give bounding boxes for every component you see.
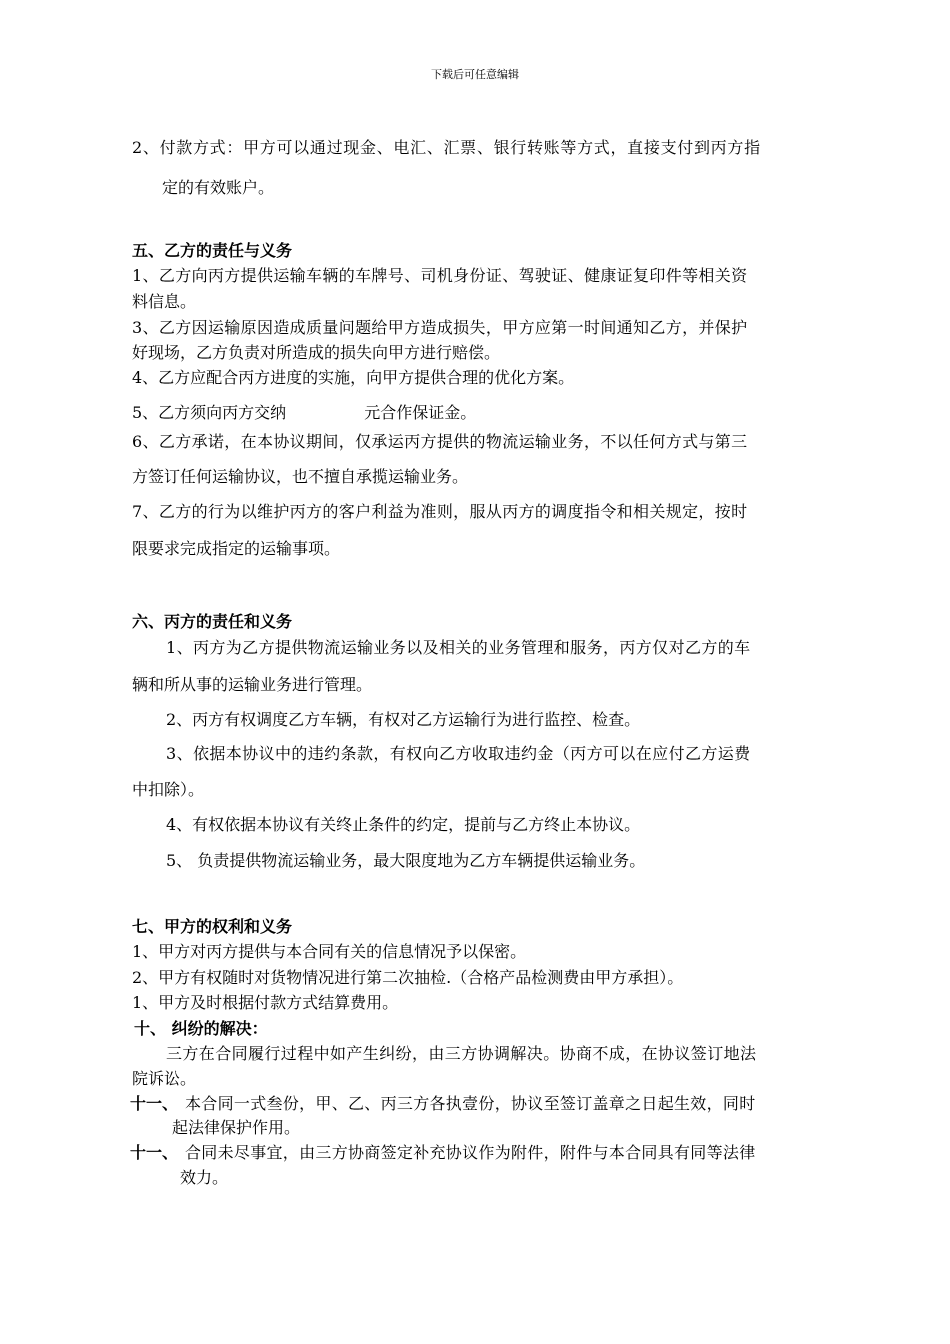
s6-item-5: 5、 负责提供物流运输业务，最大限度地为乙方车辆提供运输业务。	[166, 851, 646, 870]
payment-line-2: 定的有效账户。	[162, 178, 275, 197]
s5-item-1-line-1: 1、乙方向丙方提供运输车辆的车牌号、司机身份证、驾驶证、健康证复印件等相关资	[132, 266, 748, 285]
s6-item-2: 2、丙方有权调度乙方车辆，有权对乙方运输行为进行监控、检查。	[166, 710, 641, 729]
s5-item-5-part-1: 5、乙方须向丙方交纳	[132, 403, 287, 422]
s7-item-1: 1、甲方对丙方提供与本合同有关的信息情况予以保密。	[132, 942, 527, 961]
s6-item-3-line-1: 3、依据本协议中的违约条款，有权向乙方收取违约金（丙方可以在应付乙方运费	[166, 744, 751, 763]
s5-item-3-line-2: 好现场，乙方负责对所造成的损失向甲方进行赔偿。	[132, 343, 501, 362]
s5-item-7-line-1: 7、乙方的行为以维护丙方的客户利益为准则，服从丙方的调度指令和相关规定，按时	[132, 502, 748, 521]
section-10-heading: 十、 纠纷的解决：	[134, 1019, 268, 1038]
page-header: 下载后可任意编辑	[431, 68, 519, 81]
s12-line-1: 合同未尽事宜，由三方协商签定补充协议作为附件，附件与本合同具有同等法律	[185, 1143, 756, 1162]
s6-item-1-line-1: 1、丙方为乙方提供物流运输业务以及相关的业务管理和服务，丙方仅对乙方的车	[166, 638, 751, 657]
s5-item-6-line-2: 方签订任何运输协议，也不擅自承揽运输业务。	[132, 467, 469, 486]
s11-line-2: 起法律保护作用。	[172, 1118, 301, 1137]
s10-line-2: 院诉讼。	[132, 1069, 197, 1088]
s5-item-3-line-1: 3、乙方因运输原因造成质量问题给甲方造成损失，甲方应第一时间通知乙方，并保护	[132, 318, 748, 337]
s6-item-4: 4、有权依据本协议有关终止条件的约定，提前与乙方终止本协议。	[166, 815, 641, 834]
s7-item-3: 1、甲方及时根据付款方式结算费用。	[132, 993, 399, 1012]
s10-line-1: 三方在合同履行过程中如产生纠纷，由三方协调解决。协商不成，在协议签订地法	[166, 1044, 757, 1063]
s12-line-2: 效力。	[180, 1168, 229, 1187]
s5-item-4: 4、乙方应配合丙方进度的实施，向甲方提供合理的优化方案。	[132, 368, 575, 387]
s6-item-1-line-2: 辆和所从事的运输业务进行管理。	[132, 675, 373, 694]
s11-line-1: 本合同一式叁份，甲、乙、丙三方各执壹份，协议至签订盖章之日起生效，同时	[185, 1094, 756, 1113]
s5-item-7-line-2: 限要求完成指定的运输事项。	[132, 539, 341, 558]
s12-number: 十一、	[130, 1143, 179, 1162]
s11-number: 十一、	[130, 1094, 179, 1113]
s7-item-2: 2、甲方有权随时对货物情况进行第二次抽检.（合格产品检测费由甲方承担）。	[132, 968, 684, 987]
section-5-heading: 五、乙方的责任与义务	[132, 241, 293, 260]
payment-line-1: 2、付款方式：甲方可以通过现金、电汇、汇票、银行转账等方式，直接支付到丙方指	[132, 138, 761, 157]
s5-item-5	[132, 403, 476, 423]
s6-item-3-line-2: 中扣除）。	[132, 780, 205, 799]
section-7-heading: 七、甲方的权利和义务	[132, 917, 293, 936]
s5-item-1-line-2: 料信息。	[132, 292, 197, 311]
s5-item-5-part-2: 元合作保证金。	[364, 403, 477, 422]
s5-item-6-line-1: 6、乙方承诺，在本协议期间，仅承运丙方提供的物流运输业务，不以任何方式与第三	[132, 432, 748, 451]
section-6-heading: 六、丙方的责任和义务	[132, 612, 293, 631]
